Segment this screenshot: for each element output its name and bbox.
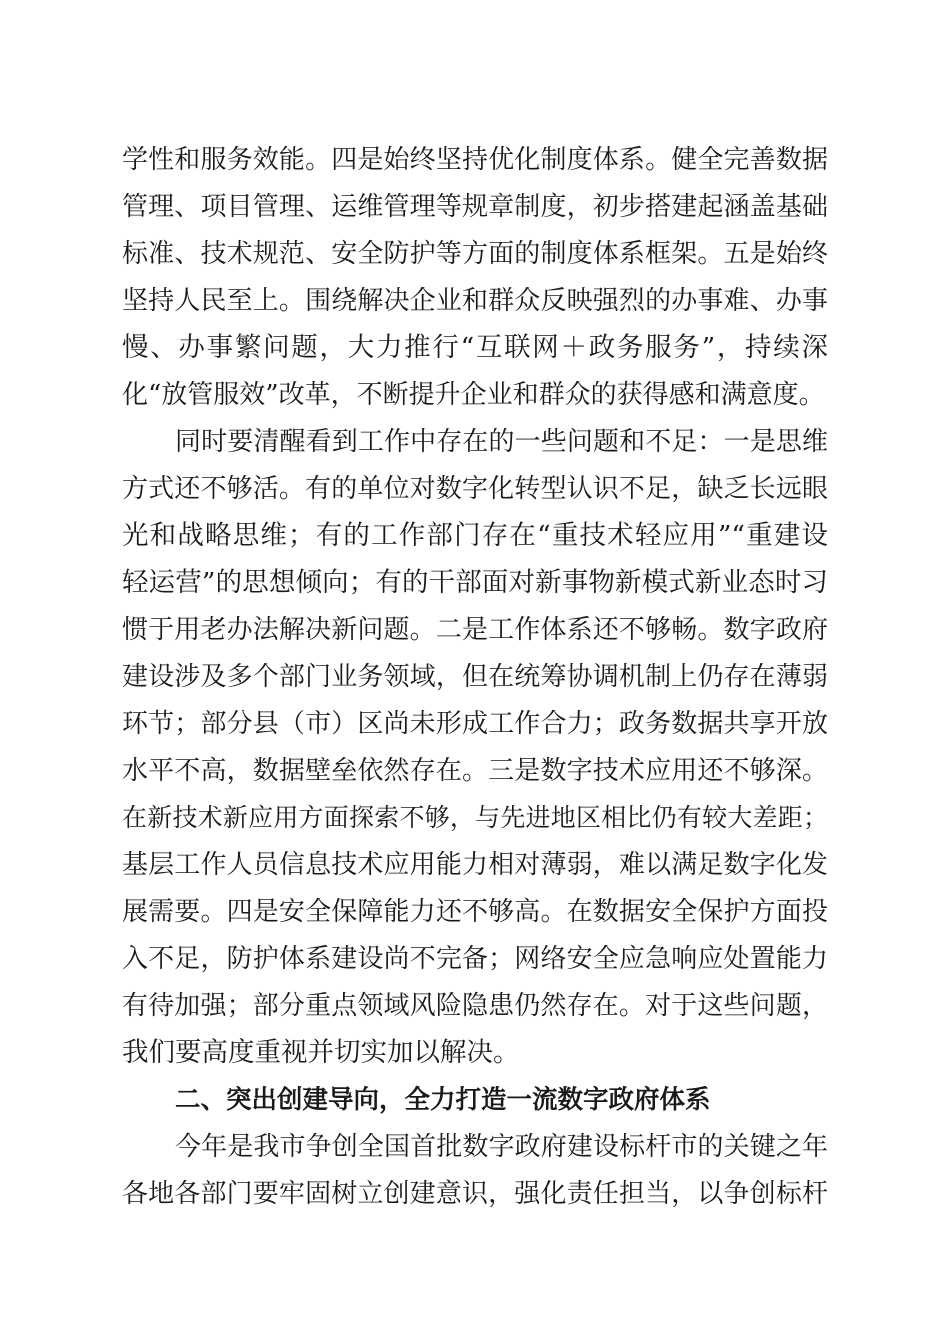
paragraph-2-line-1: 同时要清醒看到工作中存在的一些问题和不足：一是思维 xyxy=(175,427,828,457)
section-heading: 二、突出创建导向，全力打造一流数字政府体系 xyxy=(175,1085,711,1115)
paragraph-2-line-10: 基层工作人员信息技术应用能力相对薄弱，难以满足数字化发 xyxy=(122,850,828,880)
paragraph-1-line-2: 管理、项目管理、运维管理等规章制度，初步搭建起涵盖基础 xyxy=(122,192,828,222)
paragraph-3-line-1: 今年是我市争创全国首批数字政府建设标杆市的关键之年 xyxy=(175,1132,828,1162)
paragraph-2-line-8: 水平不高，数据壁垒依然存在。三是数字技术应用还不够深。 xyxy=(122,756,828,786)
paragraph-3-line-2: 各地各部门要牢固树立创建意识，强化责任担当，以争创标杆 xyxy=(122,1179,828,1209)
paragraph-2-line-4: 轻运营”的思想倾向；有的干部面对新事物新模式新业态时习 xyxy=(122,567,828,598)
paragraph-2-line-5: 惯于用老办法解决新问题。二是工作体系还不够畅。数字政府 xyxy=(122,615,828,645)
paragraph-1-line-1: 学性和服务效能。四是始终坚持优化制度体系。健全完善数据 xyxy=(122,145,828,175)
paragraph-2-line-7: 环节；部分县（市）区尚未形成工作合力；政务数据共享开放 xyxy=(122,709,828,739)
paragraph-2-line-12: 入不足，防护体系建设尚不完备；网络安全应急响应处置能力 xyxy=(122,944,828,974)
paragraph-2-line-14: 我们要高度重视并切实加以解决。 xyxy=(122,1037,520,1068)
paragraph-1-line-4: 坚持人民至上。围绕解决企业和群众反映强烈的办事难、办事 xyxy=(122,286,828,316)
paragraph-2-line-11: 展需要。四是安全保障能力还不够高。在数据安全保护方面投 xyxy=(122,897,828,927)
paragraph-2-line-9: 在新技术新应用方面探索不够，与先进地区相比仍有较大差距； xyxy=(122,803,828,832)
paragraph-2-line-13: 有待加强；部分重点领域风险隐患仍然存在。对于这些问题， xyxy=(122,991,828,1021)
paragraph-2-line-2: 方式还不够活。有的单位对数字化转型认识不足，缺乏长远眼 xyxy=(122,474,828,504)
paragraph-2-line-6: 建设涉及多个部门业务领域，但在统筹协调机制上仍存在薄弱 xyxy=(122,662,828,692)
paragraph-1-line-6: 化“放管服效”改革，不断提升企业和群众的获得感和满意度。 xyxy=(122,380,825,410)
paragraph-1-line-3: 标准、技术规范、安全防护等方面的制度体系框架。五是始终 xyxy=(122,239,828,269)
paragraph-2-line-3: 光和战略思维；有的工作部门存在“重技术轻应用”“重建设 xyxy=(122,520,828,551)
paragraph-1-line-5: 慢、办事繁问题，大力推行“互联网＋政务服务”，持续深 xyxy=(122,332,828,363)
